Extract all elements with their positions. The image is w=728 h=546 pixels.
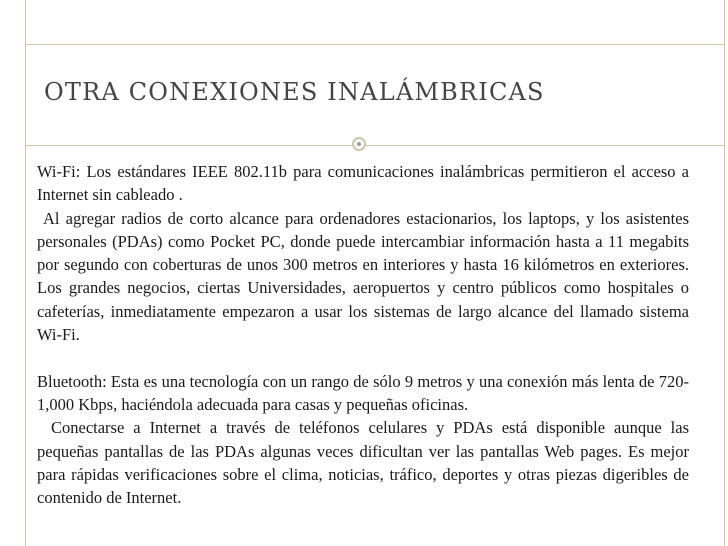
paragraph-mobile-internet: Conectarse a Internet a través de teléfonos celulares y PDAs está disponible aunque las pequeñas pantallas de las PDAs algunas veces dificultan ver las pantallas Web pages. Es mejor para rápidas verificaciones sobre el clima, noticias, tráfico, deportes y otras piezas digeribles de contenido de Internet. xyxy=(37,418,689,508)
paragraph-spacer xyxy=(37,346,689,369)
divider-circle-dot xyxy=(357,142,361,146)
divider-circle-ornament xyxy=(352,137,366,151)
paragraph-wifi-intro: Wi-Fi: Los estándares IEEE 802.11b para comunicaciones inalámbricas permitieron el acceso a Internet sin cableado . xyxy=(37,162,689,205)
paragraph-wifi-details: Al agregar radios de corto alcance para ordenadores estacionarios, los laptops, y los asistentes personales (PDAs) como Pocket PC, donde puede intercambiar información hasta a 11 megabits por segundo con coberturas de unos 300 metros en interiores y hasta 16 kilómetros en exteriores. Los grandes negocios, ciertas Universidades, aeropuertos y centro públicos como hospitales o cafeterías, inmediatamente empezaron a usar los sistemas de largo alcance del llamado sistema Wi-Fi. xyxy=(37,208,689,345)
slide-body xyxy=(37,160,689,509)
slide-title: OTRA CONEXIONES INALÁMBRICAS xyxy=(44,78,545,106)
top-divider xyxy=(25,44,725,45)
paragraph-bluetooth: Bluetooth: Esta es una tecnología con un rango de sólo 9 metros y una conexión más lenta de 720-1,000 Kbps, haciéndola adecuada para casas y pequeñas oficinas. xyxy=(37,371,689,414)
title-divider xyxy=(25,145,725,146)
